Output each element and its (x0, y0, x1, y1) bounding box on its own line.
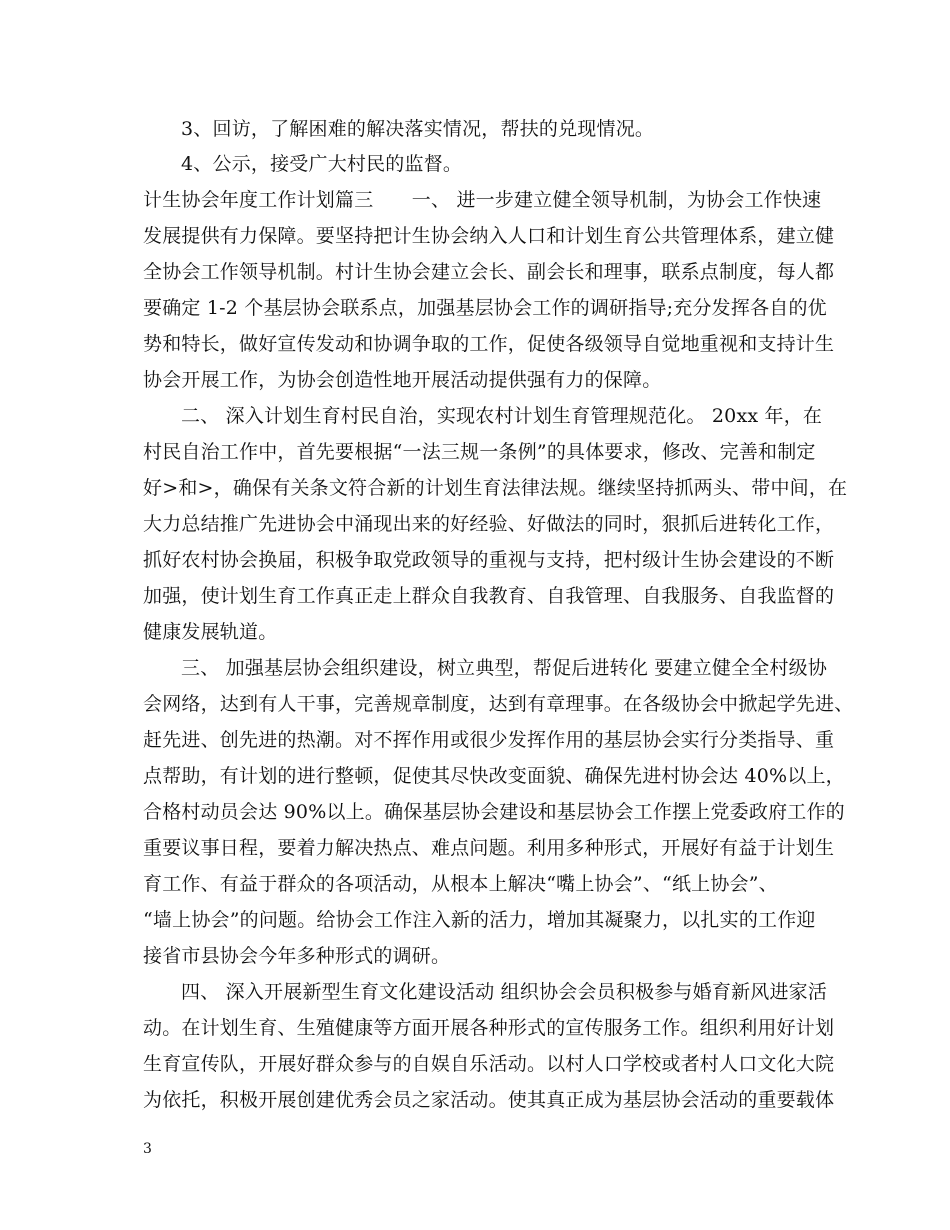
text-line: 全协会工作领导机制。村计生协会建立会长、副会长和理事，联系点制度，每人都 (143, 261, 835, 283)
text-line: 生育宣传队，开展好群众参与的自娱自乐活动。以村人口学校或者村人口文化大院 (143, 1053, 835, 1075)
text-line: 加强，使计划生育工作真正走上群众自我教育、自我管理、自我服务、自我监督的 (143, 585, 835, 607)
page-number: 3 (143, 1141, 152, 1157)
text-line: 会网络，达到有人干事，完善规章制度，达到有章理事。在各级协会中掀起学先进、 (143, 693, 854, 715)
text-line: 要确定 1-2 个基层协会联系点，加强基层协会工作的调研指导;充分发挥各自的优 (143, 297, 827, 319)
text-line: 赶先进、创先进的热潮。对不挥作用或很少发挥作用的基层协会实行分类指导、重 (143, 729, 835, 751)
text-line: 协会开展工作，为协会创造性地开展活动提供强有力的保障。 (143, 369, 662, 391)
text-line: 二、 深入计划生育村民自治，实现农村计划生育管理规范化。 20xx 年，在 (181, 405, 823, 427)
text-line: 合格村动员会达 90%以上。确保基层协会建设和基层协会工作摆上党委政府工作的 (143, 801, 845, 823)
text-line: 势和特长，做好宣传发动和协调争取的工作，促使各级领导自觉地重视和支持计生 (143, 333, 835, 355)
text-line: 三、 加强基层协会组织建设，树立典型，帮促后进转化 要建立健全全村级协 (181, 657, 828, 679)
text-line: 为依托，积极开展创建优秀会员之家活动。使其真正成为基层协会活动的重要载体 (143, 1089, 835, 1111)
text-line: 健康发展轨道。 (143, 621, 278, 643)
text-line: 点帮助，有计划的进行整顿，促使其尽快改变面貌、确保先进村协会达 40%以上， (143, 765, 845, 787)
section-heading-line: 计生协会年度工作计划篇三 一、 进一步建立健全领导机制，为协会工作快速 (143, 189, 822, 211)
text-line: 四、 深入开展新型生育文化建设活动 组织协会会员积极参与婚育新风进家活 (181, 981, 828, 1003)
text-line: 抓好农村协会换届，积极争取党政领导的重视与支持，把村级计生协会建设的不断 (143, 549, 835, 571)
text-line: 育工作、有益于群众的各项活动，从根本上解决“嘴上协会”、“纸上协会”、 (143, 873, 778, 895)
text-line: 村民自治工作中，首先要根据“一法三规一条例”的具体要求，修改、完善和制定 (143, 441, 816, 463)
text-line: 重要议事日程，要着力解决热点、难点问题。利用多种形式，开展好有益于计划生 (143, 837, 835, 859)
text-line: 接省市县协会今年多种形式的调研。 (143, 945, 451, 967)
text-line: 好>和>，确保有关条文符合新的计划生育法律法规。继续坚持抓两头、带中间，在 (143, 477, 848, 499)
text-line: 动。在计划生育、生殖健康等方面开展各种形式的宣传服务工作。组织利用好计划 (143, 1017, 835, 1039)
text-line: 4、公示，接受广大村民的监督。 (181, 153, 463, 175)
text-line: 大力总结推广先进协会中涌现出来的好经验、好做法的同时，狠抓后进转化工作， (143, 513, 835, 535)
text-line: “墙上协会”的问题。给协会工作注入新的活力，增加其凝聚力，以扎实的工作迎 (143, 909, 816, 931)
text-line: 发展提供有力保障。要坚持把计生协会纳入人口和计划生育公共管理体系，建立健 (143, 225, 835, 247)
text-line: 3、回访，了解困难的解决落实情况，帮扶的兑现情况。 (181, 118, 655, 140)
